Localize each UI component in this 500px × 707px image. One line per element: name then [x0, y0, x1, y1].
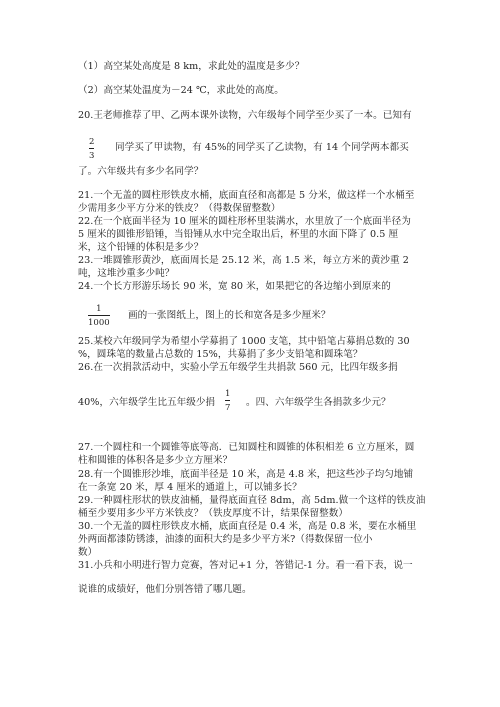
fraction-numerator: 1 — [225, 389, 231, 399]
q23-line2: 吨，这堆沙重多少吨？ — [78, 268, 175, 279]
q25-line2: %，圆珠笔的数量占总数的 15%，共募捐了多少支铅笔和圆珠笔？ — [78, 349, 363, 360]
fraction-bar — [88, 315, 110, 316]
fraction-bar — [89, 148, 94, 149]
q22-line2: 5 厘米的圆锥形铅锤，当铅锤从水中完全取出后，杯里的水面下降了 0.5 厘 — [78, 229, 399, 240]
q23-line1: 23.一堆圆锥形黄沙，底面周长是 25.12 米，高 1.5 米，每立方米的黄沙重 2 — [78, 255, 409, 266]
q28-line2: 在一条宽 20 米，厚 4 厘米的通道上，可以铺多长？ — [78, 482, 302, 493]
q21-line1: 21.一个无盖的圆柱形铁皮水桶，底面直径和高都是 5 分米，做这样一个水桶至 — [78, 190, 415, 201]
q29-line1: 29.一种圆柱形状的铁皮油桶，量得底面直径 8dm，高 5dm.做一个这样的铁皮油 — [78, 495, 426, 506]
q29-line2: 桶至少要用多少平方米铁皮？（铁皮厚度不计，结果保留整数） — [78, 508, 349, 519]
fraction-bar — [225, 400, 230, 401]
fraction-numerator: 1 — [96, 304, 102, 314]
fraction-denominator: 7 — [225, 403, 231, 413]
q24-line2: 画的一张图纸上，图上的长和宽各是多少厘米？ — [128, 310, 331, 321]
q27-line2: 柱和圆锥的体积各是多少立方厘米？ — [78, 455, 233, 466]
fraction-one-seventh — [225, 389, 230, 413]
q25-line1: 25.某校六年级同学为希望小学募捐了 1000 支笔，其中铅笔占募捐总数的 30 — [78, 336, 410, 347]
q30-line2: 外两面都漆防锈漆，油漆的面积大约是多少平方米?（得数保留一位小 — [78, 534, 373, 545]
fraction-two-thirds — [89, 137, 94, 161]
q20-line3: 了。六年级共有多少名同学？ — [78, 166, 204, 177]
q19-part2: （2）高空某处温度为－24 ℃，求此处的高度。 — [78, 85, 284, 96]
q21-line2: 少需用多少平方分米的铁皮？（得数保留整数） — [78, 203, 281, 214]
q22-line3: 米，这个铅锤的体积是多少？ — [78, 242, 204, 253]
q20-line2: 同学买了甲读物，有 45%的同学买了乙读物，有 14 个同学两本都买 — [115, 142, 409, 153]
q22-line1: 22.在一个底面半径为 10 厘米的圆柱形杯里装满水，水里放了一个底面半径为 — [78, 216, 411, 227]
fraction-one-thousandth — [88, 304, 110, 328]
q26-line1: 26.在一次捐款活动中，实验小学五年级学生共捐款 560 元，比四年级多捐 — [78, 362, 398, 373]
q24-line1: 24.一个长方形游乐场长 90 米，宽 80 米，如果把它的各边缩小到原来的 — [78, 281, 391, 292]
q26-line2-part1: 40%，六年级学生比五年级少捐 — [78, 397, 216, 408]
fraction-denominator: 3 — [89, 151, 95, 161]
q19-part1: （1）高空某处高度是 8 km，求此处的温度是多少？ — [78, 61, 305, 72]
q30-line1: 30.一个无盖的圆柱形铁皮水桶，底面直径是 0.4 米，高是 0.8 米，要在水桶里 — [78, 521, 417, 532]
q20-line1: 20.王老师推荐了甲、乙两本课外读物，六年级每个同学至少买了一本。已知有 — [78, 110, 412, 121]
q28-line1: 28.有一个圆锥形沙堆，底面半径是 10 米，高是 4.8 米，把这些沙子均匀地铺 — [78, 469, 414, 480]
q31-line1: 31.小兵和小明进行智力竞赛，答对记+1 分，答错记-1 分。看一看下表，说一 — [78, 560, 413, 571]
fraction-denominator: 1000 — [88, 318, 110, 328]
q27-line1: 27.一个圆柱和一个圆锥等底等高．已知圆柱和圆锥的体积相差 6 立方厘米，圆 — [78, 442, 415, 453]
q31-line2: 说谁的成绩好，他们分别答错了哪几题。 — [78, 584, 252, 595]
fraction-numerator: 2 — [89, 137, 95, 147]
q30-line3: 数） — [78, 547, 98, 558]
q26-line2-part2: 。四、六年级学生各捐款多少元？ — [246, 397, 391, 408]
